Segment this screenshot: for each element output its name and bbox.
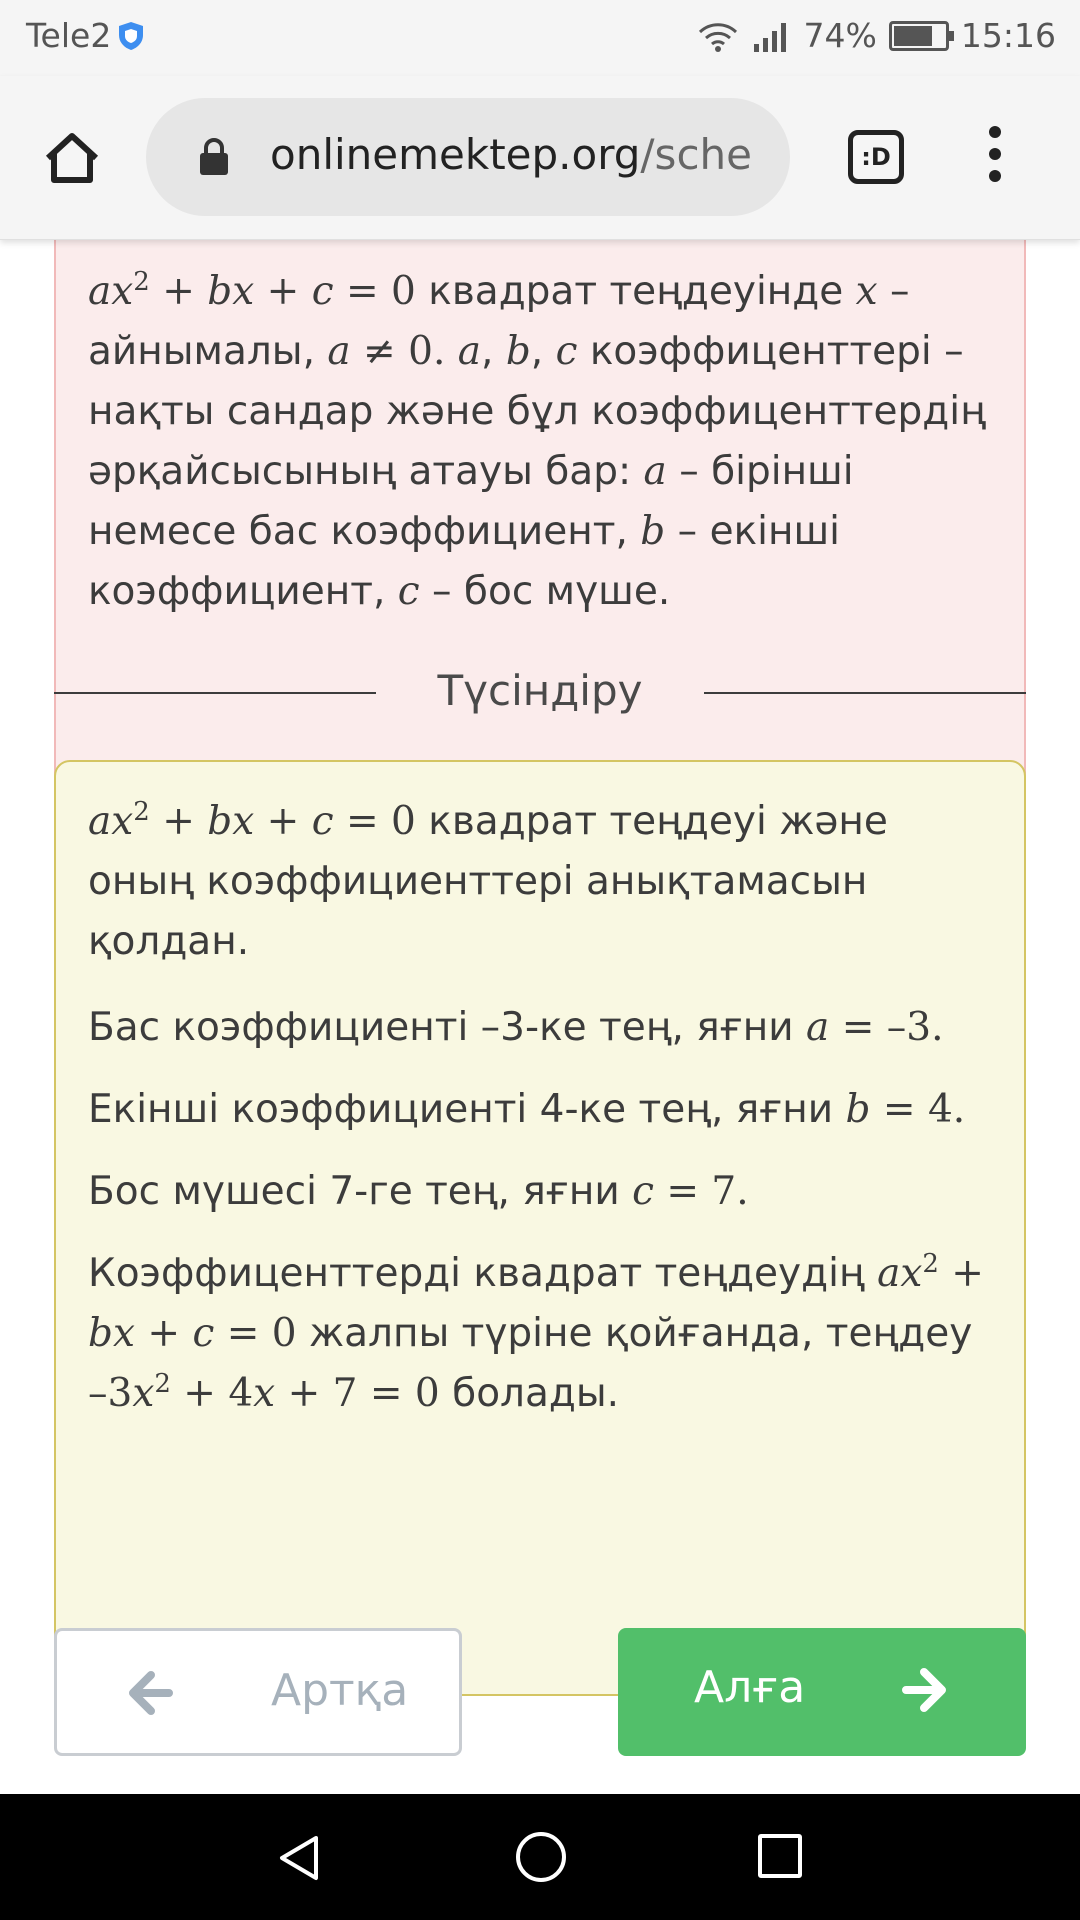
carrier <box>26 16 145 55</box>
tab-switcher-icon[interactable]: :D <box>848 130 904 184</box>
definition-line-2: айнымалы, a ≠ 0. a, b, c коэффиценттері – <box>88 329 964 374</box>
wifi-icon <box>696 20 740 52</box>
next-button-label: Алға <box>694 1662 806 1713</box>
browser-toolbar <box>0 76 1080 240</box>
status-bar <box>0 0 1080 76</box>
shield-icon <box>117 21 145 51</box>
back-button-label: Артқа <box>271 1665 409 1716</box>
definition-line-6: коэффициент, c – бос мүше. <box>88 569 671 614</box>
nav-recents-icon[interactable] <box>758 1834 802 1878</box>
more-menu-icon[interactable] <box>980 126 1010 190</box>
system-nav-bar <box>0 1794 1080 1920</box>
explanation-heading: Түсіндіру <box>437 666 643 715</box>
status-icons <box>684 16 1056 55</box>
lock-icon <box>198 138 230 176</box>
explanation-paragraph-4: Бос мүшесі 7-ге тең, яғни c = 7. <box>88 1169 749 1214</box>
url-text[interactable] <box>270 130 752 179</box>
arrow-right-icon <box>902 1668 948 1712</box>
explanation-divider <box>54 662 1026 722</box>
battery-icon <box>889 21 949 51</box>
nav-home-icon[interactable] <box>516 1832 566 1882</box>
nav-back-icon[interactable] <box>276 1834 324 1882</box>
explanation-paragraph-1: $ax^2$ + bx + c = 0 квадрат теңдеуі және оның коэффициенттері анықтамасын қолдан. <box>88 797 888 964</box>
explanation-paragraph-5: Коэффиценттерді квадрат теңдеудің $ax^2$ + bx + c = 0 жалпы түріне қойғанда, теңдеу $-3x^2 + 4x + 7 = 0$ болады. <box>88 1249 984 1416</box>
definition-line-4: әрқайсысының атауы бар: a – бірінші <box>88 449 854 494</box>
back-button[interactable] <box>54 1628 462 1756</box>
explanation-box <box>54 760 1026 1696</box>
home-icon[interactable] <box>42 128 102 188</box>
arrow-left-icon <box>127 1671 173 1715</box>
address-bar[interactable] <box>146 98 790 216</box>
carrier-label: Tele2 <box>26 16 112 55</box>
signal-icon <box>752 20 792 52</box>
next-button[interactable] <box>618 1628 1026 1756</box>
lesson-content <box>0 240 1080 1794</box>
battery-percent: 74% <box>803 16 877 55</box>
explanation-paragraph-3: Екінші коэффициенті 4-ке тең, яғни b = 4. <box>88 1087 966 1132</box>
url-path: /sche <box>640 130 752 179</box>
divider-line-right <box>704 692 1026 694</box>
definition-line-1: $ax^2$ + bx + c = 0 квадрат теңдеуінде x – <box>88 267 910 314</box>
url-domain: onlinemektep.org <box>270 130 641 179</box>
definition-line-5: немесе бас коэффициент, b – екінші <box>88 509 840 554</box>
definition-line1-text: квадрат теңдеуінде <box>428 269 844 314</box>
explanation-paragraph-2: Бас коэффициенті –3-ке тең, яғни a = –3. <box>88 1005 944 1050</box>
clock: 15:16 <box>960 16 1056 55</box>
definition-box <box>54 240 1026 832</box>
definition-line-3: нақты сандар және бұл коэффиценттердің <box>88 389 986 434</box>
